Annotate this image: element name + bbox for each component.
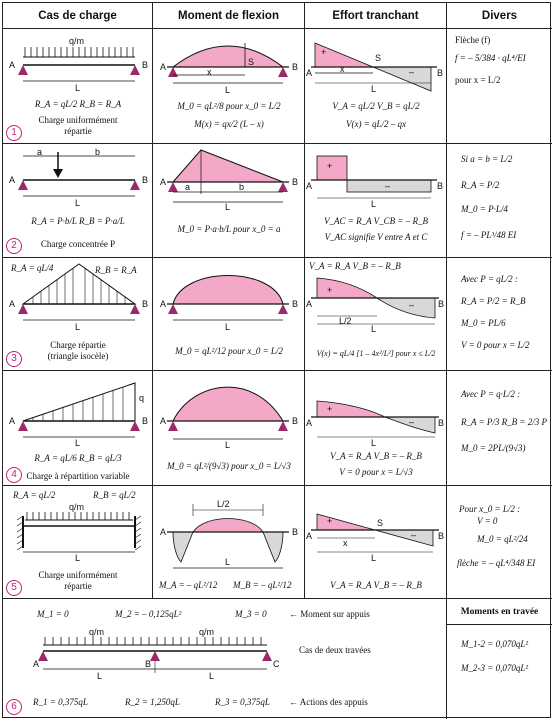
shear-reactions: V_A = R_A V_B = – R_B: [330, 580, 422, 590]
span-label: L: [371, 553, 377, 563]
row1-misc: [447, 29, 552, 144]
row3-moment: [153, 258, 305, 371]
row5-load-case: [3, 486, 153, 599]
zero-shear-condition: V = 0 pour x = L/2: [461, 340, 530, 350]
moment-support-3: M_3 = 0: [235, 609, 267, 619]
support-a-label: A: [33, 659, 40, 669]
load-label: q/m: [69, 36, 85, 46]
position-label: x: [207, 67, 212, 77]
moment-formula: M_0 = qL²/24: [477, 534, 528, 544]
span-label: L: [75, 438, 81, 448]
half-span-label: L/2: [339, 316, 352, 326]
support-a-label: A: [160, 416, 167, 426]
span-label: L: [225, 440, 231, 450]
case-description: Charge uniformément: [38, 115, 118, 125]
moment-function: M(x) = qx/2 (L – x): [194, 119, 264, 129]
row2-misc: [447, 144, 552, 258]
row5-misc: [447, 486, 552, 599]
reaction-a-formula: R_A = qL/2: [13, 490, 56, 500]
span-label: L: [371, 324, 377, 334]
span-2-label: L: [209, 671, 215, 681]
shear-reactions: V_A = qL/2 V_B = qL/2: [332, 101, 420, 111]
header-bending-moment: Moment de flexion: [153, 3, 305, 29]
moment-a-formula: M_A = – qL²/12: [159, 580, 218, 590]
span-label: L: [371, 199, 377, 209]
row3-misc: [447, 258, 552, 371]
row2-shear: [305, 144, 447, 258]
support-a-label: A: [306, 418, 313, 428]
reaction-formula: R_A = P/3 R_B = 2/3 P: [461, 417, 547, 427]
dimension-b-label: b: [95, 147, 101, 157]
row1-moment: [153, 29, 305, 144]
moment-support-2: M_2 = – 0,125qL²: [115, 609, 182, 619]
support-b-label: B: [292, 177, 299, 187]
condition-formula: Avec P = q·L/2 :: [461, 389, 521, 399]
shear-reactions: V_AC = R_A V_CB = – R_B: [324, 216, 428, 226]
deflection-condition: pour x = L/2: [455, 75, 501, 85]
support-a-label: A: [160, 62, 167, 72]
section-label: S: [248, 57, 255, 67]
deflection-formula: f = – 5/384 · qL⁴/EI: [455, 53, 526, 63]
support-a-label: A: [306, 299, 313, 309]
load-label-1: q/m: [89, 627, 105, 637]
support-b-label: B: [142, 175, 149, 185]
support-b-label: B: [292, 62, 299, 72]
support-c-label: C: [273, 659, 280, 669]
support-a-label: A: [160, 177, 167, 187]
dimension-a-label: a: [37, 147, 43, 157]
reaction-b-formula: R_B = qL/2: [93, 490, 136, 500]
positive-sign: +: [327, 285, 333, 295]
max-moment-formula: M_0 = qL²/12 pour x_0 = L/2: [175, 346, 283, 356]
case-description: Charge uniformément: [38, 570, 118, 580]
support-b-label: B: [437, 181, 444, 191]
row2-load-case: [3, 144, 153, 258]
positive-sign: +: [327, 516, 333, 526]
reaction-formula: R_A = qL/2 R_B = R_A: [34, 99, 122, 109]
span-label: L: [225, 202, 231, 212]
negative-sign: –: [411, 530, 417, 540]
row1-load-case: [3, 29, 153, 144]
support-b-label: B: [292, 416, 299, 426]
reaction-formula: R_A = P·b/L R_B = P·a/L: [31, 216, 125, 226]
negative-sign: –: [409, 67, 415, 77]
position-label: x: [340, 64, 345, 74]
support-a-label: A: [306, 531, 313, 541]
row4-load-case: [3, 371, 153, 486]
reaction-formula: R_A = qL/6 R_B = qL/3: [34, 453, 122, 463]
case-number-badge: 1: [6, 125, 22, 141]
beam-formula-sheet: [2, 2, 551, 718]
positive-sign: +: [327, 161, 333, 171]
span-label: L: [75, 322, 81, 332]
span-label: L: [225, 557, 231, 567]
support-a-label: A: [306, 181, 313, 191]
row1-shear: [305, 29, 447, 144]
positive-sign: +: [327, 404, 333, 414]
case-description-2: (triangle isocèle): [47, 351, 109, 361]
row6-span-moments: [447, 599, 552, 719]
case-description-2: répartie: [64, 126, 92, 136]
reaction-formula: R_A = P/2: [461, 180, 500, 190]
support-b-label: B: [142, 416, 149, 426]
row4-load-diagram: [3, 371, 153, 486]
row3-load-case: [3, 258, 153, 371]
row6-two-span: [3, 599, 447, 719]
load-label: q/m: [69, 502, 85, 512]
case-number-badge: 3: [6, 351, 22, 367]
reaction-1: R_1 = 0,375qL: [33, 697, 88, 707]
reaction-a-formula: R_A = qL/4: [11, 263, 54, 273]
support-b-label: B: [142, 60, 149, 70]
support-b-label: B: [292, 299, 299, 309]
case-number-badge: 5: [6, 580, 22, 596]
support-b-label: B: [438, 299, 445, 309]
row4-moment: [153, 371, 305, 486]
shear-reactions: V_A = R_A V_B = – R_B: [330, 451, 422, 461]
dimension-a-label: a: [185, 182, 191, 192]
support-a-label: A: [160, 527, 167, 537]
span-label: L: [75, 553, 81, 563]
case-description: Charge répartie: [50, 340, 106, 350]
header-shear-force: Effort tranchant: [305, 3, 447, 29]
moment-b-formula: M_B = – qL²/12: [233, 580, 292, 590]
negative-sign: –: [385, 181, 391, 191]
negative-sign: –: [409, 417, 415, 427]
support-a-label: A: [9, 299, 16, 309]
reaction-b-formula: R_B = R_A: [95, 265, 137, 275]
reaction-note: ← Actions des appuis: [289, 697, 368, 707]
section-label: S: [377, 518, 384, 528]
case-description-2: répartie: [64, 581, 92, 591]
row4-misc: [447, 371, 552, 486]
condition-formula: Avec P = qL/2 :: [461, 274, 518, 284]
shear-reactions: V_A = R_A V_B = – R_B: [309, 261, 401, 271]
span-1-label: L: [97, 671, 103, 681]
span-moments-header: Moments en travée: [447, 599, 552, 625]
span-label: L: [75, 198, 81, 208]
support-a-label: A: [160, 299, 167, 309]
span-1-moment: M_1-2 = 0,070qL²: [461, 639, 529, 649]
row4-shear: [305, 371, 447, 486]
position-label: x: [343, 538, 348, 548]
reaction-formula: R_A = P/2 = R_B: [461, 296, 526, 306]
case-description: Charge à répartition variable: [26, 471, 130, 481]
case-number-badge: 2: [6, 238, 22, 254]
span-label: L: [371, 84, 377, 94]
support-b-label: B: [438, 418, 445, 428]
moment-note: ← Moment sur appuis: [289, 609, 370, 619]
condition-formula: Pour x_0 = L/2 :: [459, 504, 521, 514]
deflection-formula: flèche = – qL⁴/348 EI: [457, 558, 536, 568]
row3-shear: [305, 258, 447, 371]
max-moment-formula: M_0 = P·a·b/L pour x_0 = a: [177, 224, 281, 234]
header-misc: Divers: [447, 3, 552, 29]
moment-formula: M_0 = PL/6: [461, 318, 506, 328]
span-label: L: [225, 85, 231, 95]
span-label: L: [371, 438, 377, 448]
dimension-b-label: b: [239, 182, 245, 192]
row2-moment-diagram: [153, 144, 305, 258]
reaction-3: R_3 = 0,375qL: [215, 697, 270, 707]
span-label: L: [75, 83, 81, 93]
zero-shear: V = 0: [477, 516, 498, 526]
row5-shear: [305, 486, 447, 599]
moment-support-1: M_1 = 0: [37, 609, 69, 619]
case-description: Charge concentrée P: [40, 239, 116, 249]
max-moment-formula: M_0 = qL²/(9√3) pour x_0 = L/√3: [167, 461, 291, 471]
row5-moment: [153, 486, 305, 599]
support-b-label: B: [292, 527, 299, 537]
span-label: L: [225, 322, 231, 332]
positive-sign: +: [321, 47, 327, 57]
support-a-label: A: [9, 175, 16, 185]
negative-sign: –: [409, 300, 415, 310]
load-label-2: q/m: [199, 627, 215, 637]
half-span-label: L/2: [217, 499, 230, 509]
support-b-label: B: [437, 68, 444, 78]
case-number-badge: 6: [6, 699, 22, 715]
section-label: S: [375, 53, 382, 63]
reaction-2: R_2 = 1,250qL: [125, 697, 180, 707]
support-b-label: B: [145, 659, 152, 669]
support-b-label: B: [142, 299, 149, 309]
support-a-label: A: [9, 60, 16, 70]
row2-moment: [153, 144, 305, 258]
load-intensity-label: q: [139, 393, 145, 403]
max-moment-formula: M_0 = qL²/8 pour x_0 = L/2: [177, 101, 281, 111]
span-2-moment: M_2-3 = 0,070qL²: [461, 663, 529, 673]
zero-shear-condition: V = 0 pour x = L/√3: [339, 467, 413, 477]
shear-function: V(x) = qL/2 – qx: [345, 119, 407, 129]
condition-formula: Si a = b = L/2: [461, 154, 513, 164]
moment-formula: M_0 = 2PL/(9√3): [461, 443, 526, 453]
support-b-label: B: [438, 531, 445, 541]
deflection-formula: f = – PL³/48 EI: [461, 230, 517, 240]
header-load-case: Cas de charge: [3, 3, 153, 29]
two-span-title: Cas de deux travées: [299, 645, 371, 655]
support-a-label: A: [306, 68, 313, 78]
support-a-label: A: [9, 416, 16, 426]
case-number-badge: 4: [6, 467, 22, 483]
shear-note: V_AC signifie V entre A et C: [324, 232, 428, 242]
moment-formula: M_0 = P·L/4: [461, 204, 508, 214]
deflection-title: Flèche (f): [455, 35, 491, 45]
shear-function: V(x) = qL/4 [1 – 4x²/L²] pour x ≤ L/2: [316, 349, 436, 358]
